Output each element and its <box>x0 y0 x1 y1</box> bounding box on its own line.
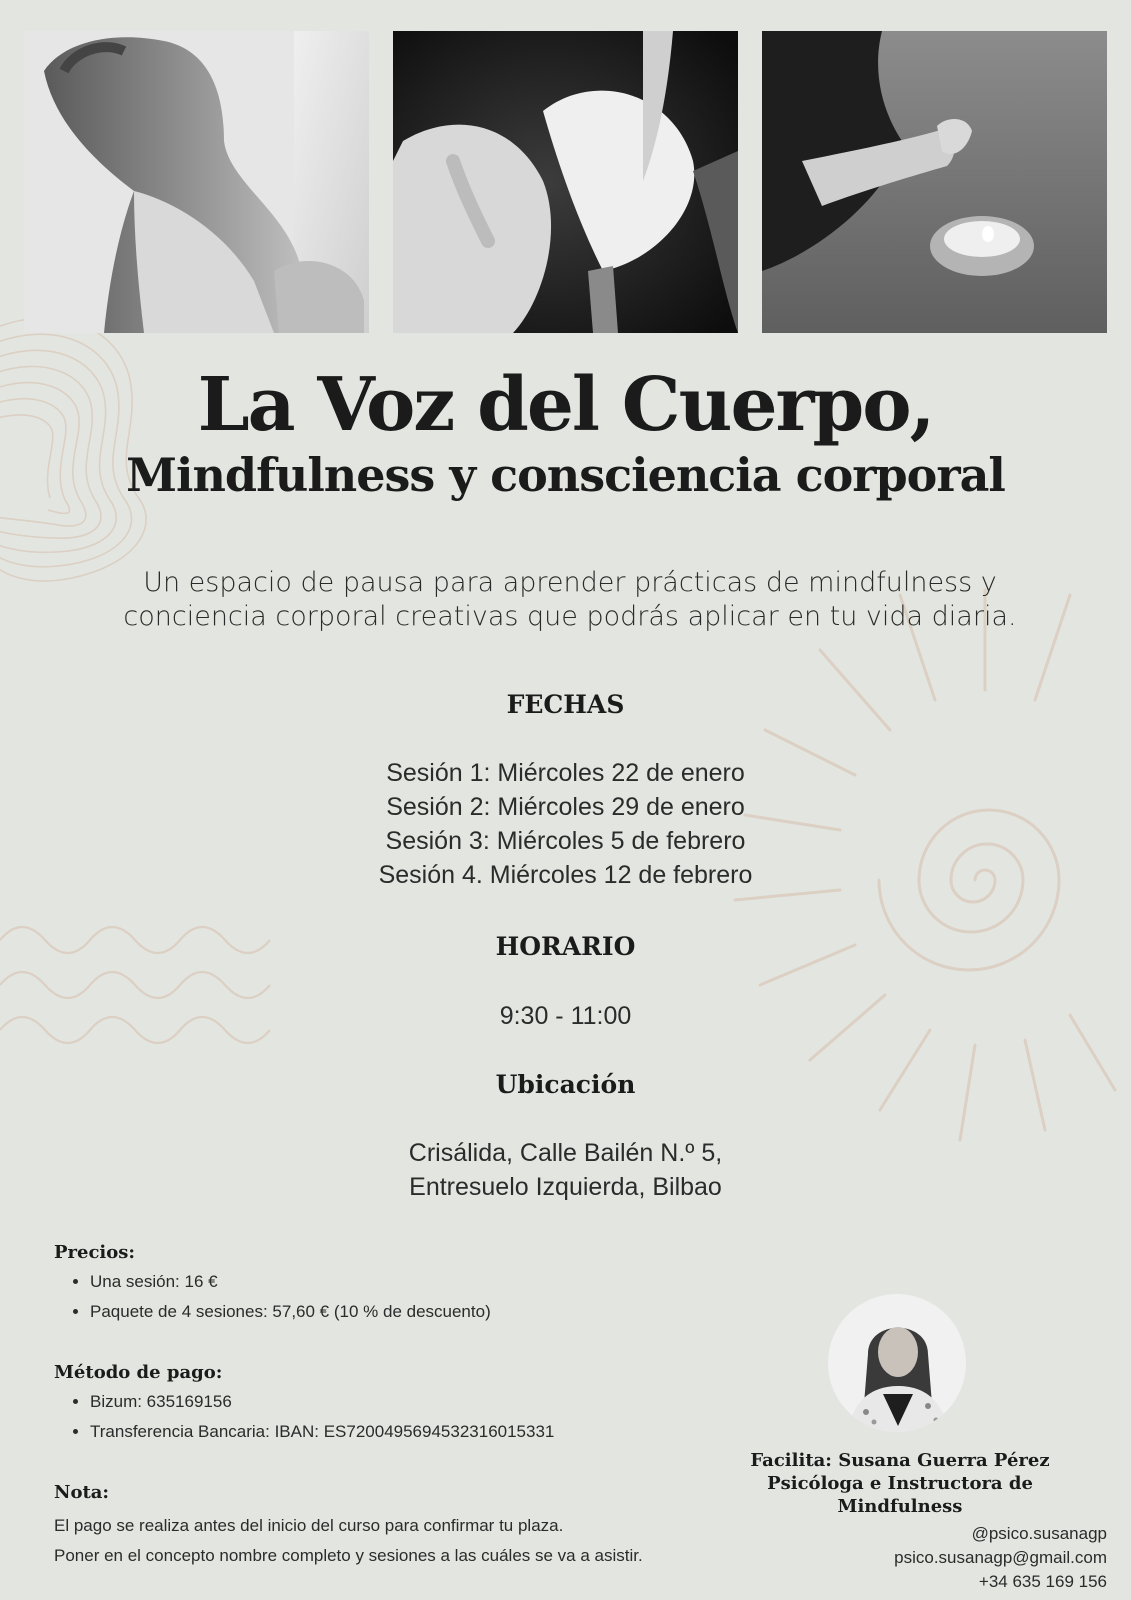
ubicacion-address <box>0 1136 1131 1204</box>
instagram-handle[interactable]: @psico.susanagp <box>971 1524 1107 1543</box>
payment-item: • Bizum: 635169156 <box>90 1387 554 1417</box>
title-line-1: La Voz del Cuerpo, <box>197 362 934 448</box>
pago-heading: Método de pago: <box>54 1362 223 1383</box>
payment-item: • Transferencia Bancaria: IBAN: ES7200495694532316015331 <box>90 1417 554 1447</box>
address-line-1: Crisálida, Calle Bailén N.º 5, <box>408 1139 723 1167</box>
fechas-heading: FECHAS <box>506 690 625 719</box>
contact-info <box>747 1522 1107 1594</box>
nota-line-2: Poner en el concepto nombre completo y sesiones a las cuáles se va a asistir. <box>54 1546 643 1565</box>
nota-line-1: El pago se realiza antes del inicio del curso para confirmar tu plaza. <box>54 1516 564 1535</box>
contour-lines-decoration <box>0 318 146 581</box>
facilitator-role-2: Mindfulness <box>837 1496 963 1517</box>
session-item: Sesión 3: Miércoles 5 de febrero <box>385 827 746 855</box>
facilitator-info <box>700 1449 1100 1518</box>
meditation-candle-photo <box>762 31 1107 333</box>
nota-heading: Nota: <box>54 1482 110 1503</box>
intro-line-1: Un espacio de pausa para aprender prácticas de mindfulness y <box>143 567 997 598</box>
session-item: Sesión 2: Miércoles 29 de enero <box>386 793 745 821</box>
precios-list <box>54 1267 491 1327</box>
session-item: Sesión 4. Miércoles 12 de febrero <box>378 861 753 889</box>
session-list <box>0 756 1131 892</box>
pago-list <box>54 1387 554 1447</box>
nota-text <box>54 1511 643 1571</box>
intro-text <box>60 566 1080 634</box>
facilitator-name: Facilita: Susana Guerra Pérez <box>750 1450 1050 1471</box>
horario-heading: HORARIO <box>495 932 636 961</box>
woman-stretching-photo <box>24 31 369 333</box>
intro-line-2: conciencia corporal creativas que podrás aplicar en tu vida diaria. <box>123 601 1017 632</box>
session-item: Sesión 1: Miércoles 22 de enero <box>386 759 745 787</box>
email-address[interactable]: psico.susanagp@gmail.com <box>894 1548 1107 1567</box>
horario-time: 9:30 - 11:00 <box>499 1002 632 1030</box>
facilitator-avatar <box>828 1294 966 1432</box>
precios-heading: Precios: <box>54 1242 136 1263</box>
title-line-2: Mindfulness y consciencia corporal <box>126 448 1005 502</box>
phone-number[interactable]: +34 635 169 156 <box>978 1572 1107 1591</box>
price-item: • Paquete de 4 sesiones: 57,60 € (10 % de descuento) <box>90 1297 491 1327</box>
calla-lily-photo <box>393 31 738 333</box>
address-line-2: Entresuelo Izquierda, Bilbao <box>409 1173 722 1201</box>
facilitator-role: Psicóloga e Instructora de <box>767 1473 1033 1494</box>
price-item: • Una sesión: 16 € <box>90 1267 491 1297</box>
ubicacion-heading: Ubicación <box>495 1070 636 1099</box>
